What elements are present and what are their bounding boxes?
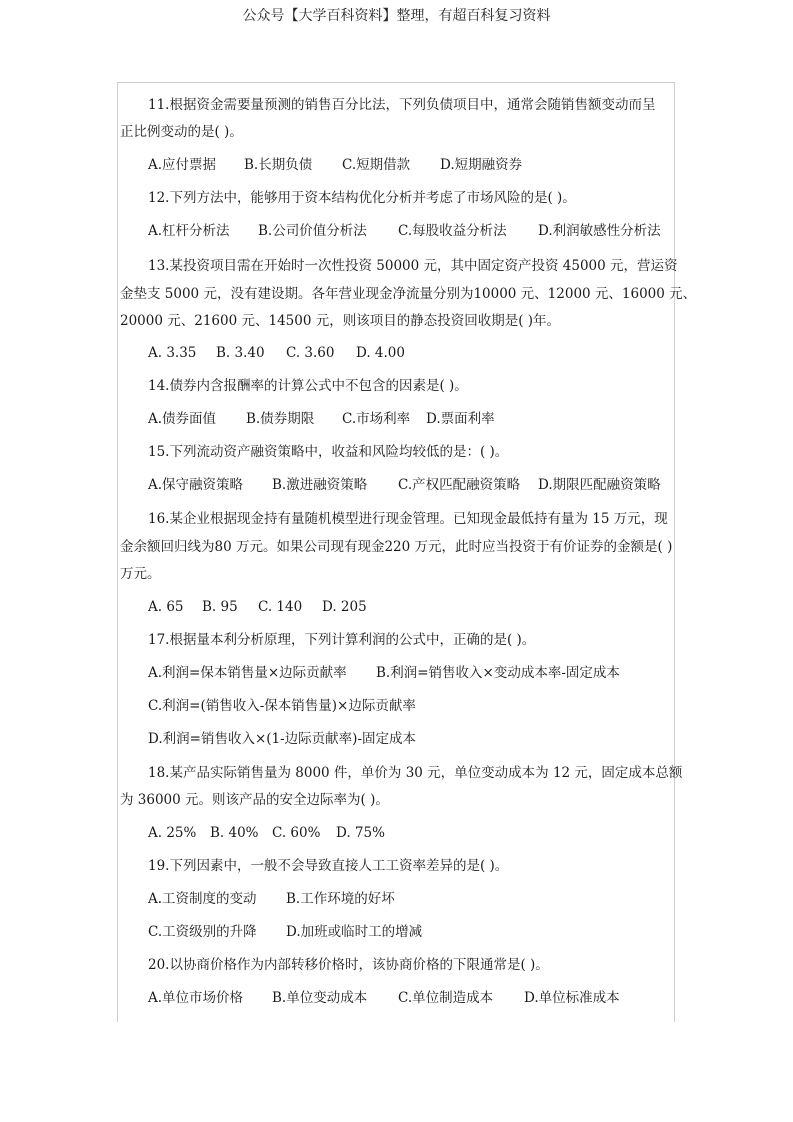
q18-text-line-2: 为 36000 元。则该产品的安全边际率为( )。 bbox=[120, 792, 389, 808]
q13-option-b: B. 3.40 bbox=[216, 345, 265, 361]
q12-option-a: A.杠杆分析法 bbox=[148, 223, 230, 239]
q16-option-c: C. 140 bbox=[258, 599, 303, 615]
q16-option-b: B. 95 bbox=[202, 599, 238, 615]
q12-text-line-1: 12.下列方法中，能够用于资本结构优化分析并考虑了市场风险的是( )。 bbox=[148, 190, 576, 206]
q15-option-a: A.保守融资策略 bbox=[148, 477, 244, 493]
q20-text-line-1: 20.以协商价格作为内部转移价格时，该协商价格的下限通常是( )。 bbox=[148, 957, 549, 973]
q20-option-b: B.单位变动成本 bbox=[272, 990, 368, 1006]
page-header: 公众号【大学百科资料】整理，有超百科复习资料 bbox=[242, 8, 551, 24]
q16-text-line-1: 16.某企业根据现金持有量随机模型进行现金管理。已知现金最低持有量为 15 万元，现 bbox=[148, 511, 668, 527]
q18-option-c: C. 60% bbox=[272, 825, 321, 841]
q19-option-a: A.工资制度的变动 bbox=[148, 891, 257, 907]
q12-option-b: B.公司价值分析法 bbox=[258, 223, 367, 239]
q16-option-a: A. 65 bbox=[148, 599, 184, 615]
q20-option-c: C.单位制造成本 bbox=[398, 990, 494, 1006]
q16-text-line-2: 金余额回归线为80 万元。如果公司现有现金220 万元，此时应当投资于有价证券的金额是( ) bbox=[120, 539, 673, 555]
q19-option-d: D.加班或临时工的增减 bbox=[286, 924, 423, 940]
q14-option-b: B.债券期限 bbox=[246, 411, 315, 427]
q13-option-a: A. 3.35 bbox=[148, 345, 197, 361]
q11-option-b: B.长期负债 bbox=[244, 157, 313, 173]
q17-option-c: C.利润=(销售收入-保本销售量)×边际贡献率 bbox=[148, 698, 416, 714]
q11-option-c: C.短期借款 bbox=[342, 157, 411, 173]
q15-option-b: B.激进融资策略 bbox=[272, 477, 368, 493]
q17-option-b: B.利润=销售收入×变动成本率-固定成本 bbox=[376, 665, 620, 681]
q12-option-c: C.每股收益分析法 bbox=[398, 223, 507, 239]
q18-option-b: B. 40% bbox=[210, 825, 259, 841]
q20-option-a: A.单位市场价格 bbox=[148, 990, 244, 1006]
q16-option-d: D. 205 bbox=[322, 599, 367, 615]
q17-option-d: D.利润=销售收入×(1-边际贡献率)-固定成本 bbox=[148, 731, 417, 747]
q11-text-line-1: 11.根据资金需要量预测的销售百分比法，下列负债项目中，通常会随销售额变动而呈 bbox=[148, 97, 656, 113]
q19-text-line-1: 19.下列因素中，一般不会导致直接人工工资率差异的是( )。 bbox=[148, 858, 509, 874]
q18-option-a: A. 25% bbox=[148, 825, 197, 841]
q11-option-a: A.应付票据 bbox=[148, 157, 217, 173]
q13-text-line-1: 13.某投资项目需在开始时一次性投资 50000 元，其中固定资产投资 45000 元，营运资 bbox=[148, 258, 678, 274]
q13-option-d: D. 4.00 bbox=[356, 345, 405, 361]
q15-text-line-1: 15.下列流动资产融资策略中，收益和风险均较低的是：( )。 bbox=[148, 444, 509, 460]
q17-text-line-1: 17.根据量本利分析原理，下列计算利润的公式中，正确的是( )。 bbox=[148, 632, 536, 648]
q13-option-c: C. 3.60 bbox=[286, 345, 335, 361]
q18-option-d: D. 75% bbox=[336, 825, 385, 841]
q18-text-line-1: 18.某产品实际销售量为 8000 件，单价为 30 元，单位变动成本为 12 元，固定成本总额 bbox=[148, 765, 683, 781]
q14-option-a: A.债券面值 bbox=[148, 411, 217, 427]
q14-option-d: D.票面利率 bbox=[426, 411, 495, 427]
q19-option-b: B.工作环境的好坏 bbox=[286, 891, 395, 907]
q14-text-line-1: 14.债券内含报酬率的计算公式中不包含的因素是( )。 bbox=[148, 378, 468, 394]
q14-option-c: C.市场利率 bbox=[342, 411, 411, 427]
q20-option-d: D.单位标准成本 bbox=[524, 990, 620, 1006]
q19-option-c: C.工资级别的升降 bbox=[148, 924, 257, 940]
q15-option-c: C.产权匹配融资策略 bbox=[398, 477, 521, 493]
q17-option-a: A.利润=保本销售量×边际贡献率 bbox=[148, 665, 347, 681]
q12-option-d: D.利润敏感性分析法 bbox=[538, 223, 661, 239]
q13-text-line-2: 金垫支 5000 元，没有建设期。各年营业现金净流量分别为10000 元、12000 元、16000 元、 bbox=[120, 286, 697, 302]
q15-option-d: D.期限匹配融资策略 bbox=[538, 477, 661, 493]
q13-text-line-3: 20000 元、21600 元、14500 元，则该项目的静态投资回收期是( )年。 bbox=[120, 313, 561, 329]
q11-option-d: D.短期融资券 bbox=[440, 157, 523, 173]
q16-text-line-3: 万元。 bbox=[120, 566, 161, 582]
q11-text-line-2: 正比例变动的是( )。 bbox=[120, 124, 243, 140]
